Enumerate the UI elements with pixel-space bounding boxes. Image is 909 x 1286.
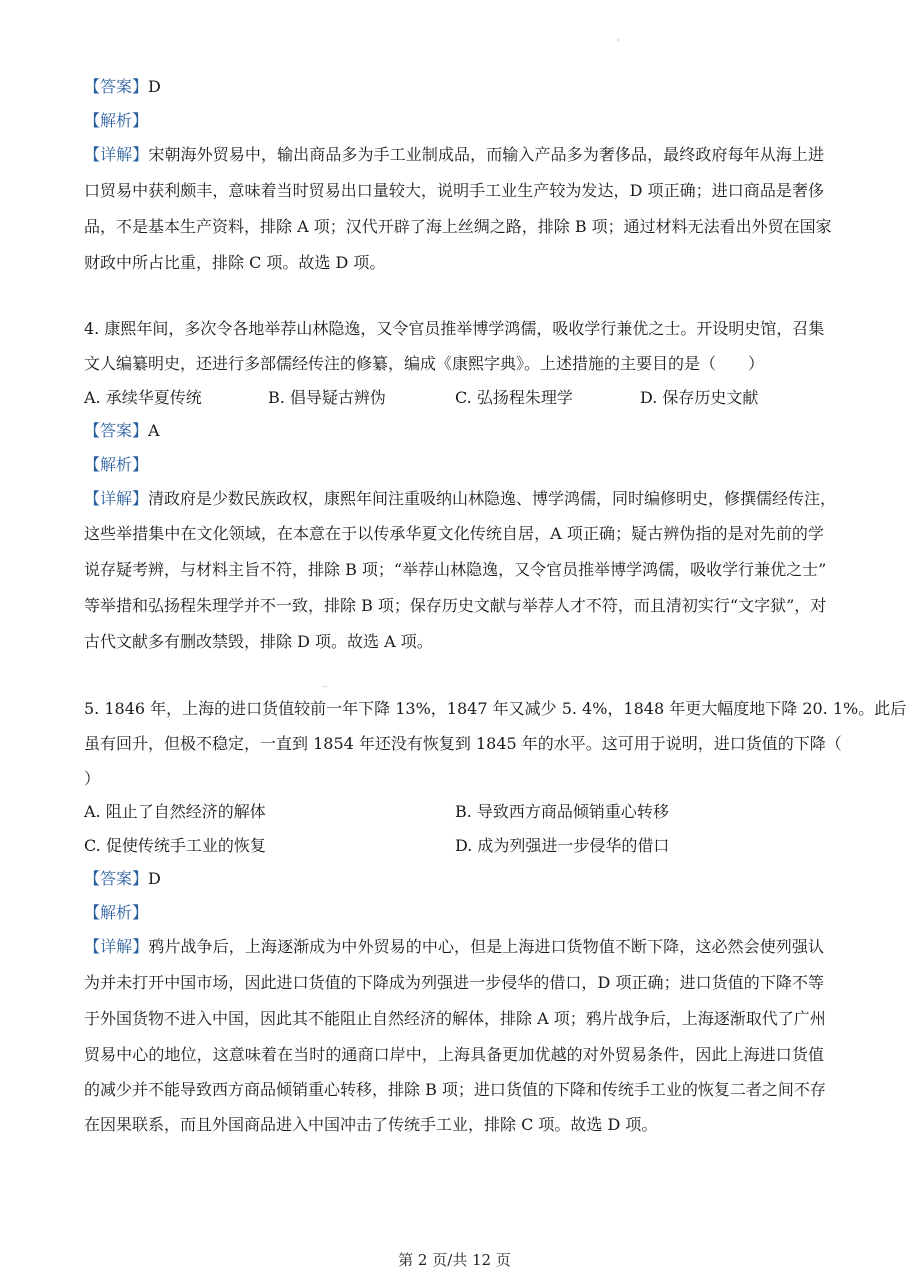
- q3-detail-line-1: 【详解】宋朝海外贸易中，输出商品多为手工业制成品，而输入产品多为奢侈品，最终政府每年从海上进: [84, 145, 824, 164]
- q4-detail-line-3: 说存疑考辨，与材料主旨不符，排除 B 项；“举荐山林隐逸，又令官员推举博学鸿儒，吸收学行兼优之士”: [84, 560, 827, 579]
- q5-detail-line-2: 为并未打开中国市场，因此进口货值的下降成为列强进一步侵华的借口，D 项正确；进口货值的下降不等: [84, 973, 824, 992]
- page-dot-mark: ·: [617, 36, 620, 45]
- q5-option-a: A. 阻止了自然经济的解体: [84, 802, 266, 821]
- q4-answer-tag: 【答案】: [84, 421, 149, 440]
- q5-stem-line-1: 5. 1846 年，上海的进口货值较前一年下降 13%，1847 年又减少 5. 4%，1848 年更大幅度地下降 20. 1%。此后: [84, 699, 907, 718]
- q4-option-b: B. 倡导疑古辨伪: [268, 388, 386, 407]
- q3-detail-line-3: 品，不是基本生产资料，排除 A 项；汉代开辟了海上丝绸之路，排除 B 项；通过材料无法看出外贸在国家: [84, 217, 832, 236]
- q4-stem-line-2: 文人编纂明史，还进行多部儒经传注的修纂，编成《康熙字典》。上述措施的主要目的是（ ）: [84, 354, 765, 373]
- q5-detail-line-3: 于外国货物不进入中国，因此其不能阻止自然经济的解体，排除 A 项；鸦片战争后，上海逐渐取代了广州: [84, 1009, 826, 1028]
- q5-stem-line-2: 虽有回升，但极不稳定，一直到 1854 年还没有恢复到 1845 年的水平。这可用于说明，进口货值的下降（: [84, 734, 842, 753]
- q4-answer-row: [84, 421, 160, 441]
- q5-detail-tag: 【详解】: [84, 937, 149, 956]
- q5-detail-line-4: 贸易中心的地位，这意味着在当时的通商口岸中，上海具备更加优越的对外贸易条件，因此上海进口货值: [84, 1045, 824, 1064]
- q4-answer-value: A: [148, 421, 160, 440]
- q3-detail-line-4: 财政中所占比重，排除 C 项。故选 D 项。: [84, 253, 386, 272]
- q4-option-c: C. 弘扬程朱理学: [455, 388, 573, 407]
- q4-detail-line-1: 【详解】清政府是少数民族政权，康熙年间注重吸纳山林隐逸、博学鸿儒，同时编修明史，修撰儒经传注，: [84, 489, 837, 508]
- q3-detail-tag: 【详解】: [84, 145, 149, 164]
- q3-answer-tag: 【答案】: [84, 77, 149, 96]
- q4-detail-line-2: 这些举措集中在文化领域，在本意在于以传承华夏文化传统自居，A 项正确；疑古辨伪指的是对先前的学: [84, 524, 824, 543]
- page-footer: 第 2 页/共 12 页: [398, 1251, 511, 1269]
- q4-option-a: A. 承续华夏传统: [84, 388, 202, 407]
- q4-analysis-tag: 【解析】: [84, 455, 149, 474]
- q4-stem-line-1: 4. 康熙年间，多次令各地举荐山林隐逸，又令官员推举博学鸿儒，吸收学行兼优之士。开设明史馆，召集: [84, 319, 825, 338]
- q5-stem-line-3: ）: [84, 769, 101, 788]
- q5-detail-line-1: 【详解】鸦片战争后，上海逐渐成为中外贸易的中心，但是上海进口货物值不断下降，这必然会使列强认: [84, 937, 824, 956]
- q5-detail-line-5: 的减少并不能导致西方商品倾销重心转移，排除 B 项；进口货值的下降和传统手工业的恢复二者之间不存: [84, 1080, 826, 1099]
- q5-detail-line-6: 在因果联系，而且外国商品进入中国冲击了传统手工业，排除 C 项。故选 D 项。: [84, 1115, 658, 1134]
- q4-detail-line-4: 等举措和弘扬程朱理学并不一致，排除 B 项；保存历史文献与举荐人才不符，而且清初实行“文字狱”，对: [84, 596, 827, 615]
- q5-answer-row: [84, 869, 161, 889]
- page-tick-mark: ‾: [323, 686, 327, 695]
- q3-answer-row: [84, 77, 161, 97]
- q5-option-b: B. 导致西方商品倾销重心转移: [455, 802, 669, 821]
- q5-option-d: D. 成为列强进一步侵华的借口: [455, 836, 670, 855]
- q5-option-c: C. 促使传统手工业的恢复: [84, 836, 266, 855]
- q3-analysis-tag: 【解析】: [84, 111, 149, 130]
- q5-answer-tag: 【答案】: [84, 869, 149, 888]
- q3-detail-line-2: 口贸易中获利颇丰，意味着当时贸易出口量较大，说明手工业生产较为发达，D 项正确；进口商品是奢侈: [84, 181, 824, 200]
- q4-option-d: D. 保存历史文献: [640, 388, 759, 407]
- q5-analysis-tag: 【解析】: [84, 903, 149, 922]
- q4-detail-line-5: 古代文献多有删改禁毁，排除 D 项。故选 A 项。: [84, 632, 433, 651]
- q3-answer-value: D: [148, 77, 161, 96]
- q4-detail-tag: 【详解】: [84, 489, 149, 508]
- q5-answer-value: D: [148, 869, 161, 888]
